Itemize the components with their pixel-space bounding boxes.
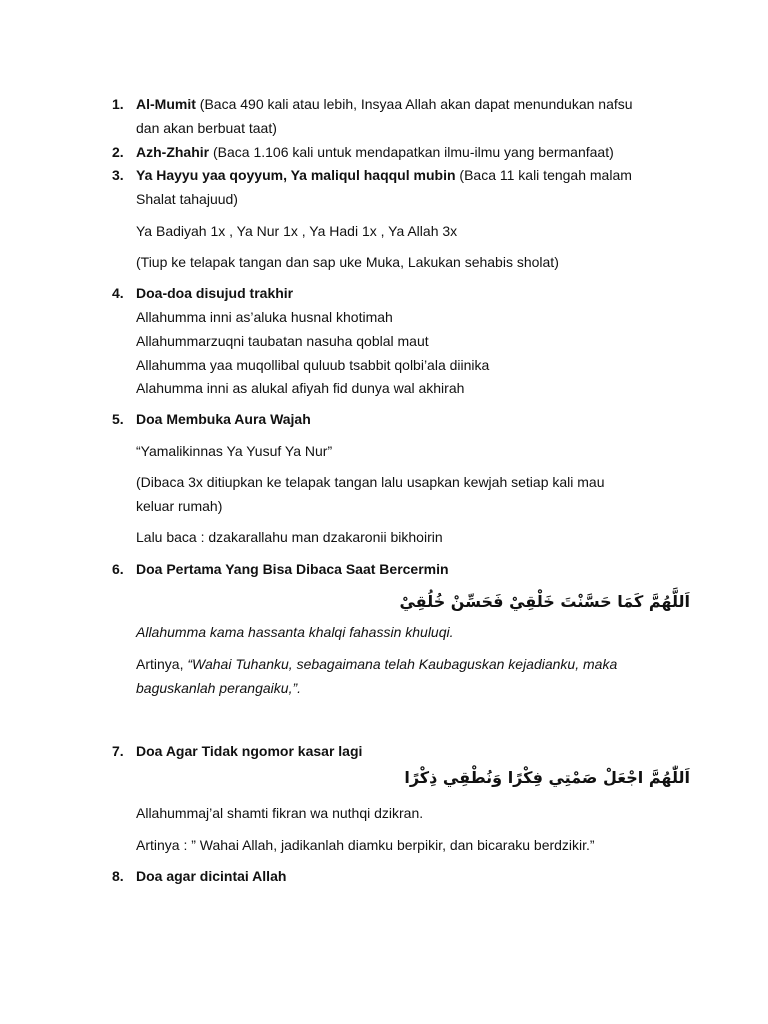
item-title: Al-Mumit	[136, 96, 196, 112]
item-description: (Baca 11 kali tengah malam	[455, 167, 632, 183]
doa-line: Allahumma yaa muqollibal quluub tsabbit qolbi’ala diinika	[136, 357, 490, 373]
translation-text-continued: baguskanlah perangaiku,”.	[136, 680, 302, 696]
item-description-continued: Shalat tahajuud)	[136, 191, 238, 207]
quote-line: “Yamalikinnas Ya Yusuf Ya Nur”	[136, 443, 333, 459]
item-1-line-1	[136, 94, 633, 114]
item-title: Ya Hayyu yaa qoyyum, Ya maliqul haqqul mubin	[136, 167, 456, 183]
list-number: 1.	[112, 96, 124, 112]
arabic-text: اَللّٰهُمَّ اجْعَلْ صَمْتِي فِكْرًا وَنُطْقِي ذِكْرًا	[404, 768, 690, 787]
dzikir-line: Ya Badiyah 1x , Ya Nur 1x , Ya Hadi 1x , Ya Allah 3x	[136, 223, 458, 239]
list-number: 7.	[112, 743, 124, 759]
item-2-line-1	[136, 142, 614, 162]
item-description: (Baca 1.106 kali untuk mendapatkan ilmu-ilmu yang bermanfaat)	[209, 144, 614, 160]
item-description-continued: dan akan berbuat taat)	[136, 120, 277, 136]
note-line: (Dibaca 3x ditiupkan ke telapak tangan lalu usapkan kewjah setiap kali mau	[136, 474, 605, 490]
list-number: 2.	[112, 144, 124, 160]
arabic-text: اَللَّهُمَّ كَمَا حَسَّنْتَ خَلْقِيْ فَحَسِّنْ خُلُقِيْ	[399, 592, 690, 611]
list-number: 8.	[112, 868, 124, 884]
translation-label: Artinya,	[136, 656, 188, 672]
item-3-line-1	[136, 165, 632, 185]
translation-line: Artinya : ” Wahai Allah, jadikanlah diamku berpikir, dan bicaraku berdzikir.”	[136, 837, 595, 853]
item-title: Doa-doa disujud trakhir	[136, 285, 294, 301]
doa-line: Alahumma inni as alukal afiyah fid dunya wal akhirah	[136, 380, 465, 396]
item-title: Azh-Zhahir	[136, 144, 210, 160]
translation-line	[136, 654, 617, 674]
doa-line: Allahumma inni as’aluka husnal khotimah	[136, 309, 393, 325]
latin-transliteration: Allahummaj’al shamti fikran wa nuthqi dzikran.	[136, 805, 424, 821]
list-number: 6.	[112, 561, 124, 577]
latin-transliteration: Allahumma kama hassanta khalqi fahassin khuluqi.	[136, 624, 454, 640]
list-number: 5.	[112, 411, 124, 427]
note-line-continued: keluar rumah)	[136, 498, 223, 514]
item-title: Doa Membuka Aura Wajah	[136, 411, 311, 427]
item-title: Doa Agar Tidak ngomor kasar lagi	[136, 743, 363, 759]
instruction-line: (Tiup ke telapak tangan dan sap uke Muka, Lakukan sehabis sholat)	[136, 254, 559, 270]
follow-up-line: Lalu baca : dzakarallahu man dzakaronii bikhoirin	[136, 529, 443, 545]
item-title: Doa Pertama Yang Bisa Dibaca Saat Bercermin	[136, 561, 449, 577]
list-number: 3.	[112, 167, 124, 183]
doa-line: Allahummarzuqni taubatan nasuha qoblal maut	[136, 333, 429, 349]
list-number: 4.	[112, 285, 124, 301]
translation-text: “Wahai Tuhanku, sebagaimana telah Kaubaguskan kejadianku, maka	[187, 656, 618, 672]
item-title: Doa agar dicintai Allah	[136, 868, 287, 884]
item-description: (Baca 490 kali atau lebih, Insyaa Allah akan dapat menundukan nafsu	[195, 96, 633, 112]
